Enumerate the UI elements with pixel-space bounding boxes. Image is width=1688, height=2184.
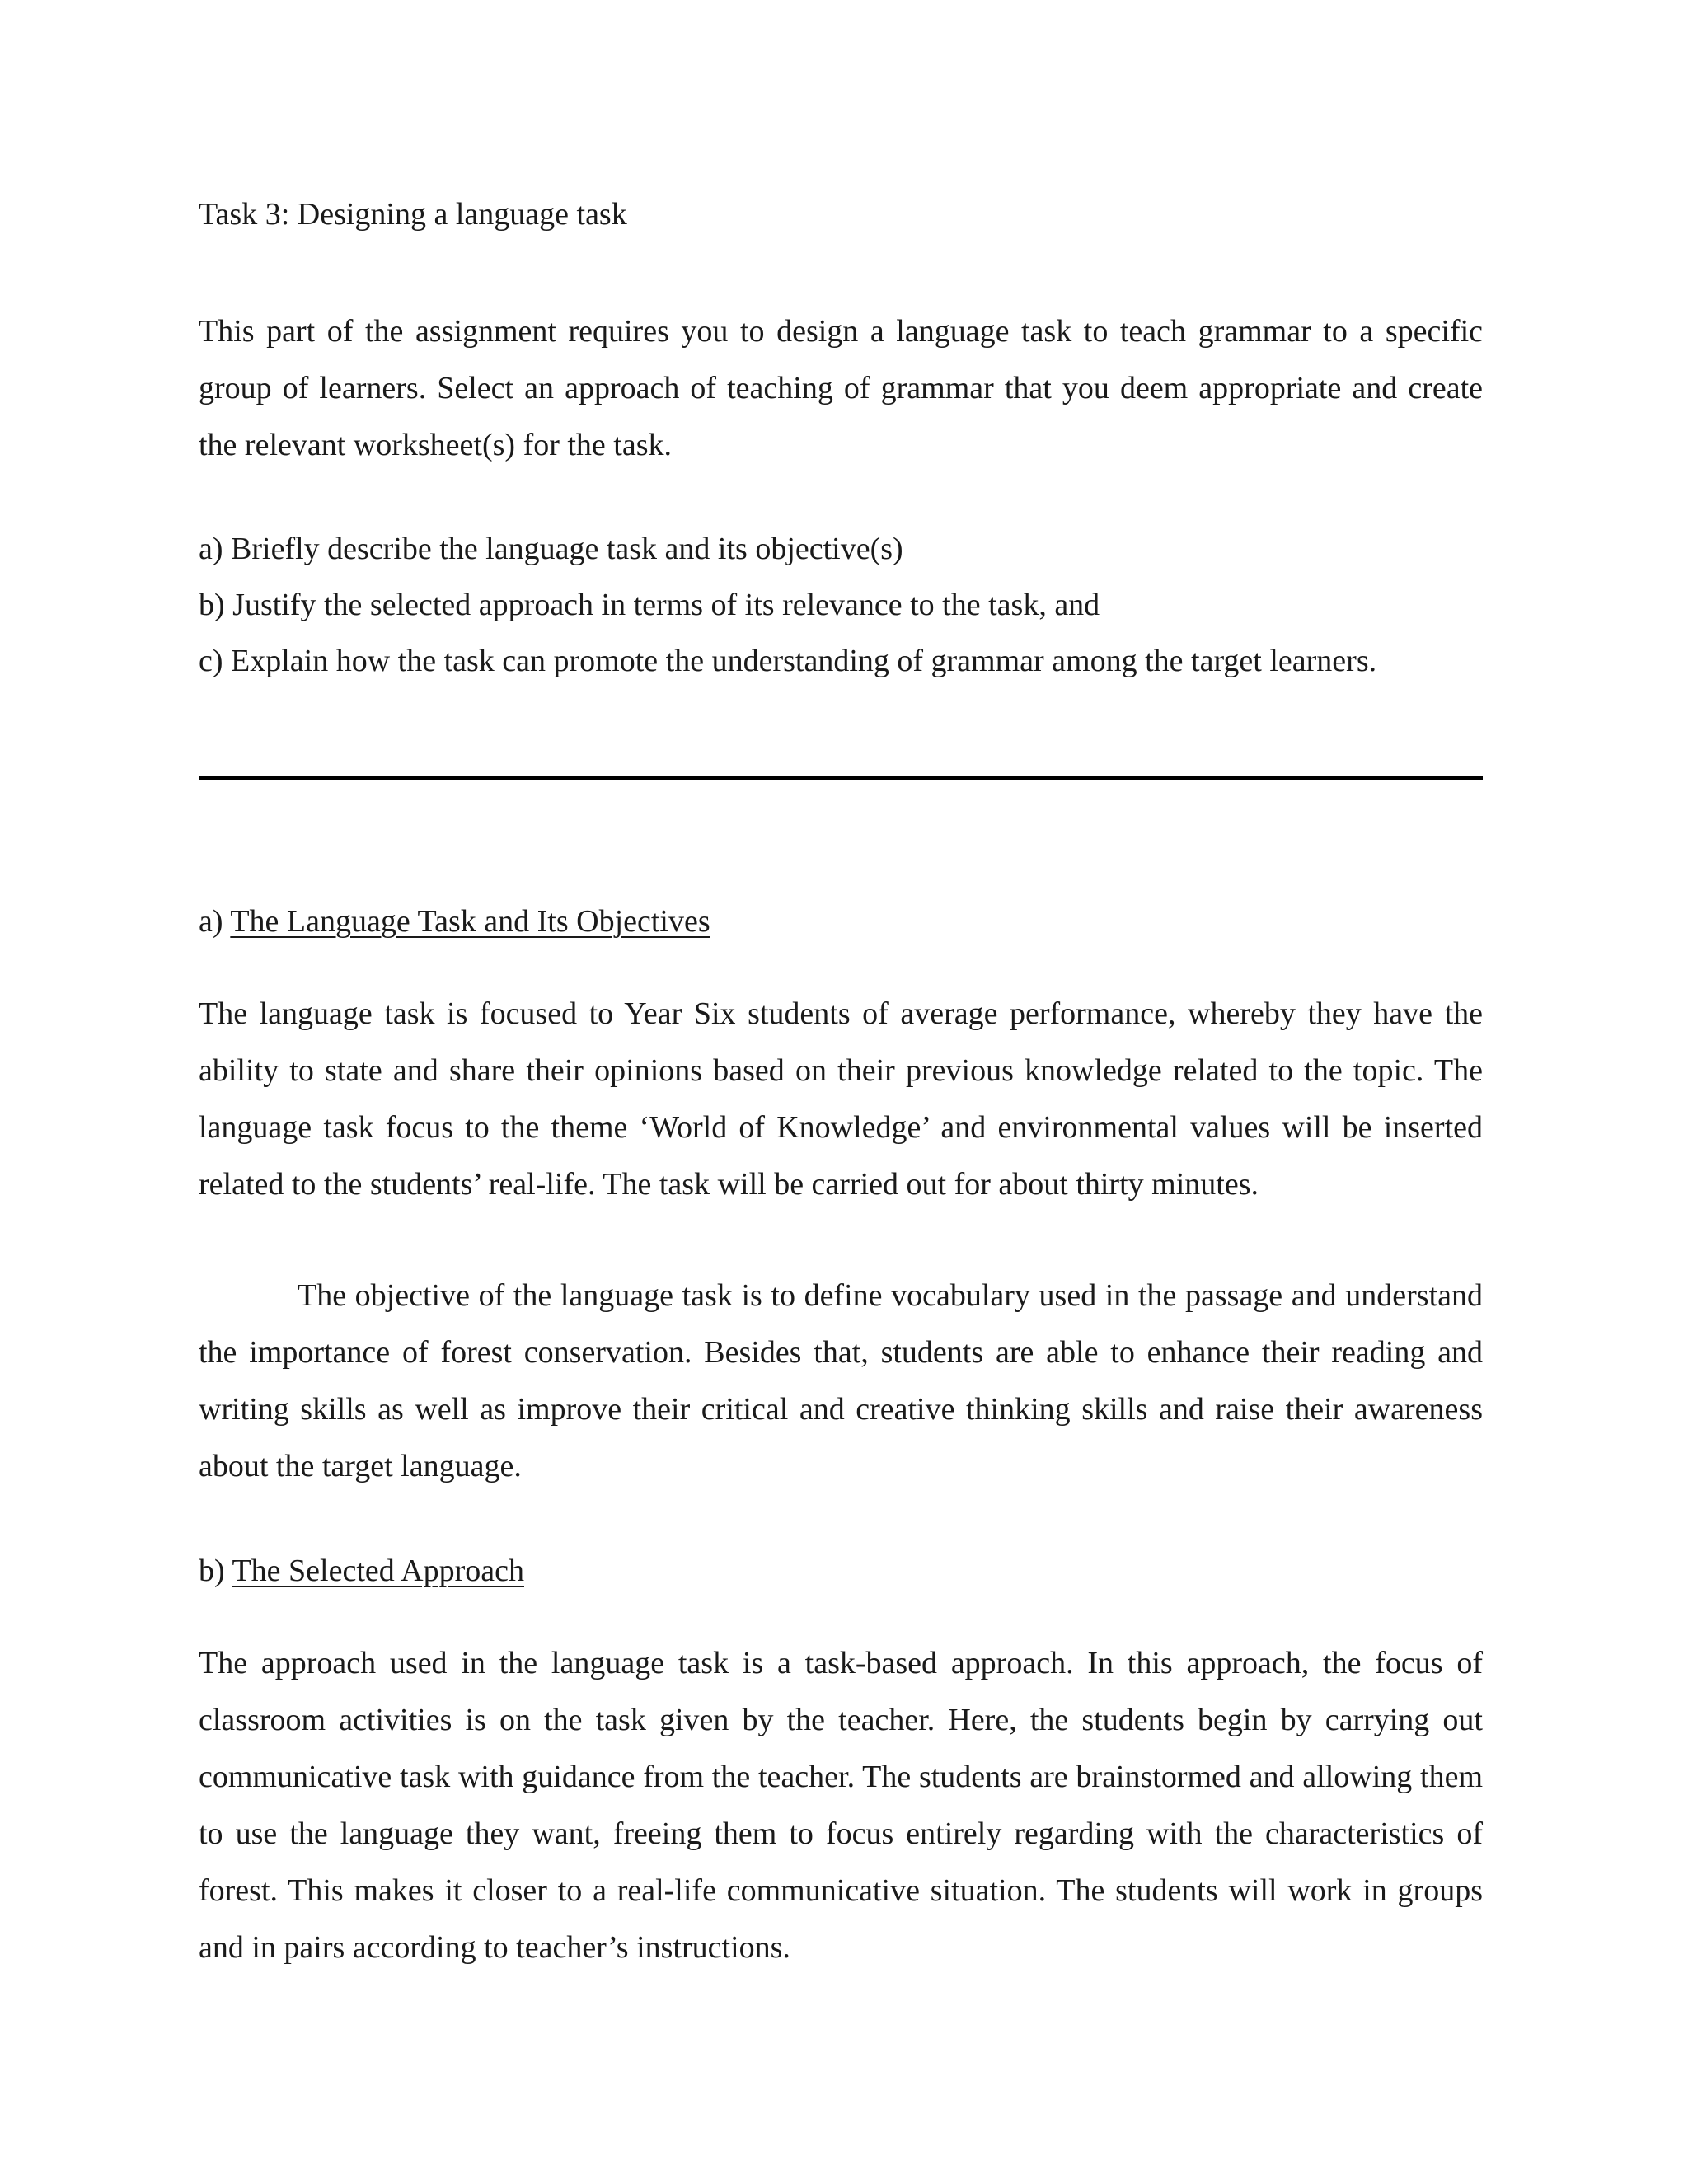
- task-item-b: b) Justify the selected approach in terms of its relevance to the task, and: [199, 588, 1100, 622]
- task-intro: This part of the assignment requires you to design a language task to teach grammar to a specific group of learners. Select an approach of teaching of grammar that you deem appropriate and create the relevant worksheet(s) for the task.: [199, 314, 1483, 462]
- task-title: Task 3: Designing a language task: [199, 197, 627, 232]
- section-b-title: The Selected Approach: [232, 1554, 524, 1588]
- task-item-c: c) Explain how the task can promote the understanding of grammar among the target learners.: [199, 644, 1377, 678]
- section-a-paragraph-2: The objective of the language task is to define vocabulary used in the passage and understand the importance of forest conservation. Besides that, students are able to enhance their reading and writing skills as well as improve their critical and creative thinking skills and raise their awareness about the target language.: [199, 1278, 1483, 1483]
- section-a-prefix: a): [199, 904, 231, 939]
- section-divider: [199, 776, 1483, 780]
- task-item-a: a) Briefly describe the language task and its objective(s): [199, 532, 903, 566]
- section-a-heading: [199, 903, 1483, 940]
- section-b-prefix: b): [199, 1554, 232, 1588]
- section-a-title: The Language Task and Its Objectives: [230, 904, 710, 939]
- section-a-paragraph-1: The language task is focused to Year Six students of average performance, whereby they have the ability to state and share their opinions based on their previous knowledge related to the topic. The language task focus to the theme ‘World of Knowledge’ and environmental values will be inserted related to the students’ real-life. The task will be carried out for about thirty minutes.: [199, 996, 1483, 1202]
- section-b-heading: [199, 1553, 1483, 1589]
- section-b-paragraph-1: The approach used in the language task is a task-based approach. In this approach, the focus of classroom activities is on the task given by the teacher. Here, the students begin by carrying out communicative task with guidance from the teacher. The students are brainstormed and allowing them to use the language they want, freeing them to focus entirely regarding with the characteristics of forest. This makes it closer to a real-life communicative situation. The students will work in groups and in pairs according to teacher’s instructions.: [199, 1646, 1483, 1965]
